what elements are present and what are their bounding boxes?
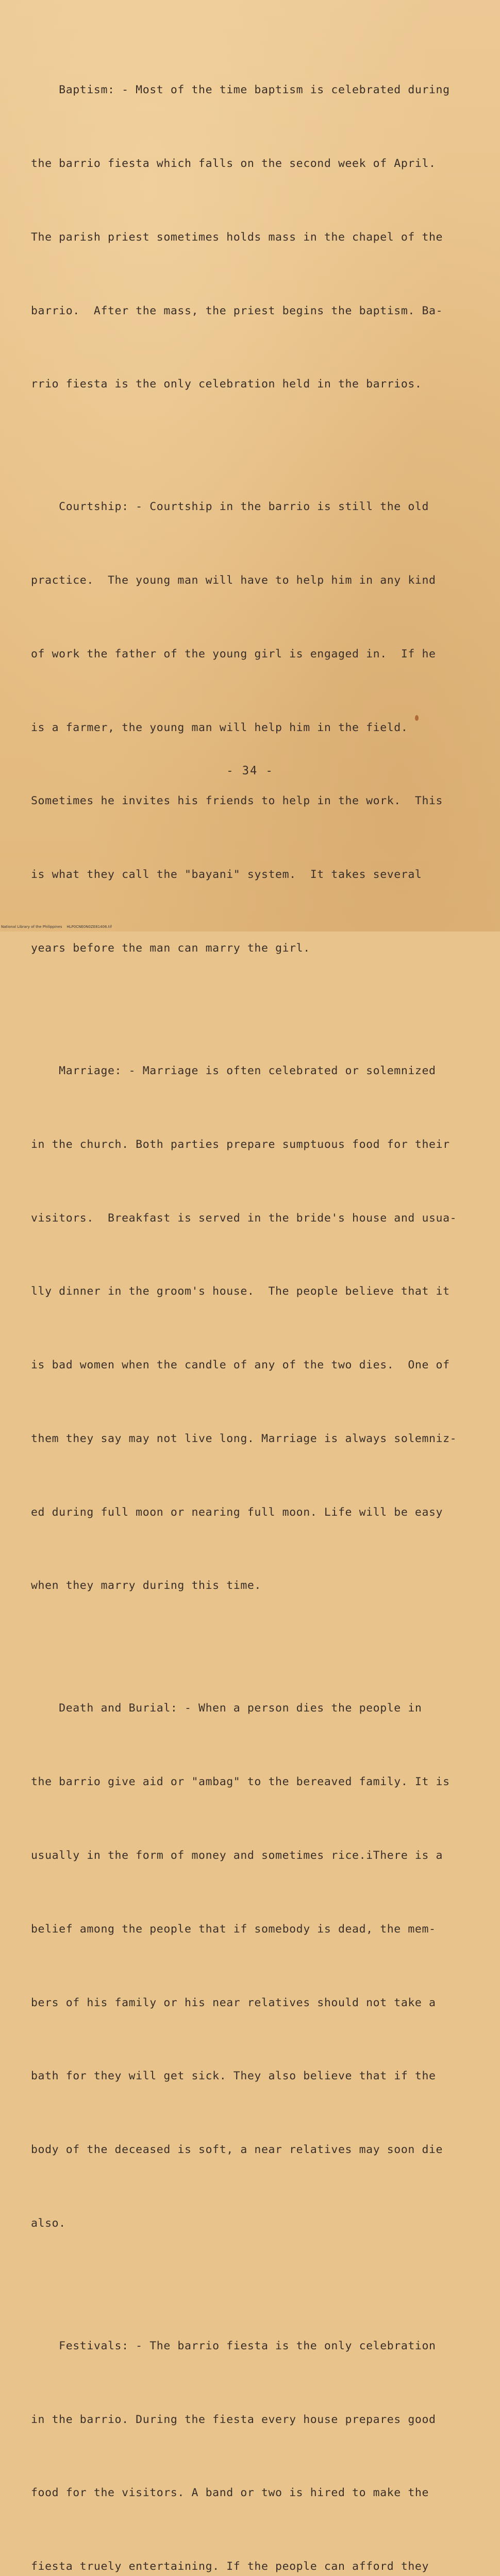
page-number: - 34 - <box>226 765 274 777</box>
text-line: The parish priest sometimes holds mass in the chapel of the <box>31 230 443 244</box>
text-line: Courtship: - Courtship in the barrio is still the old <box>31 500 429 514</box>
text-line: belief among the people that if somebody is dead, the mem- <box>31 1922 436 1936</box>
text-line: food for the visitors. A band or two is hired to make the <box>31 2486 429 2500</box>
text-line: Baptism: - Most of the time baptism is celebrated during <box>31 83 450 97</box>
text-line: in the barrio. During the fiesta every house prepares good <box>31 2413 436 2426</box>
text-line: body of the deceased is soft, a near relatives may soon die <box>31 2143 443 2157</box>
text-line: the barrio fiesta which falls on the second week of April. <box>31 157 436 170</box>
text-line: bath for they will get sick. They also believe that if the <box>31 2070 436 2083</box>
text-line: usually in the form of money and sometimes rice.iThere is a <box>31 1849 443 1862</box>
paragraph-festivals <box>31 2285 469 2576</box>
text-line: years before the man can marry the girl. <box>31 941 310 955</box>
ink-speck <box>415 715 419 721</box>
text-line: the barrio give aid or "ambag" to the bereaved family. It is <box>31 1775 450 1789</box>
text-line: when they marry during this time. <box>31 1579 261 1592</box>
text-line: of work the father of the young girl is engaged in. If he <box>31 647 436 660</box>
text-line: is a farmer, the young man will help him in the field. <box>31 721 408 734</box>
text-line: fiesta truely entertaining. If the people can afford they <box>31 2560 429 2573</box>
text-line: rrio fiesta is the only celebration held in the barrios. <box>31 378 422 391</box>
paragraph-marriage <box>31 1010 469 1647</box>
text-line: Death and Burial: - When a person dies the people in <box>31 1702 422 1715</box>
text-line: is bad women when the candle of any of the two dies. One of <box>31 1359 450 1372</box>
document-body <box>31 29 469 2576</box>
text-line: Marriage: - Marriage is often celebrated or solemnized <box>31 1064 436 1077</box>
text-line: Festivals: - The barrio fiesta is the only celebration <box>31 2339 436 2352</box>
text-line: ed during full moon or nearing full moon. Life will be easy <box>31 1505 443 1519</box>
text-line: also. <box>31 2216 66 2230</box>
text-line: them they say may not live long. Marriage is always solemniz- <box>31 1432 457 1445</box>
text-line: practice. The young man will have to help him in any kind <box>31 574 436 587</box>
text-line: Sometimes he invites his friends to help in the work. This <box>31 794 443 808</box>
scan-footer: National Library of the Philippines HLP0CNE0N0ZE81406.tif <box>1 925 112 929</box>
text-line: is what they call the "bayani" system. It takes several <box>31 868 422 882</box>
paragraph-death-and-burial <box>31 1647 469 2284</box>
text-line: bers of his family or his near relatives should not take a <box>31 1996 436 2009</box>
paragraph-baptism <box>31 29 469 446</box>
text-line: barrio. After the mass, the priest begins the baptism. Ba- <box>31 304 443 317</box>
text-line: visitors. Breakfast is served in the bride's house and usua- <box>31 1211 457 1225</box>
text-line: lly dinner in the groom's house. The people believe that it <box>31 1285 450 1298</box>
text-line: in the church. Both parties prepare sumptuous food for their <box>31 1138 450 1151</box>
